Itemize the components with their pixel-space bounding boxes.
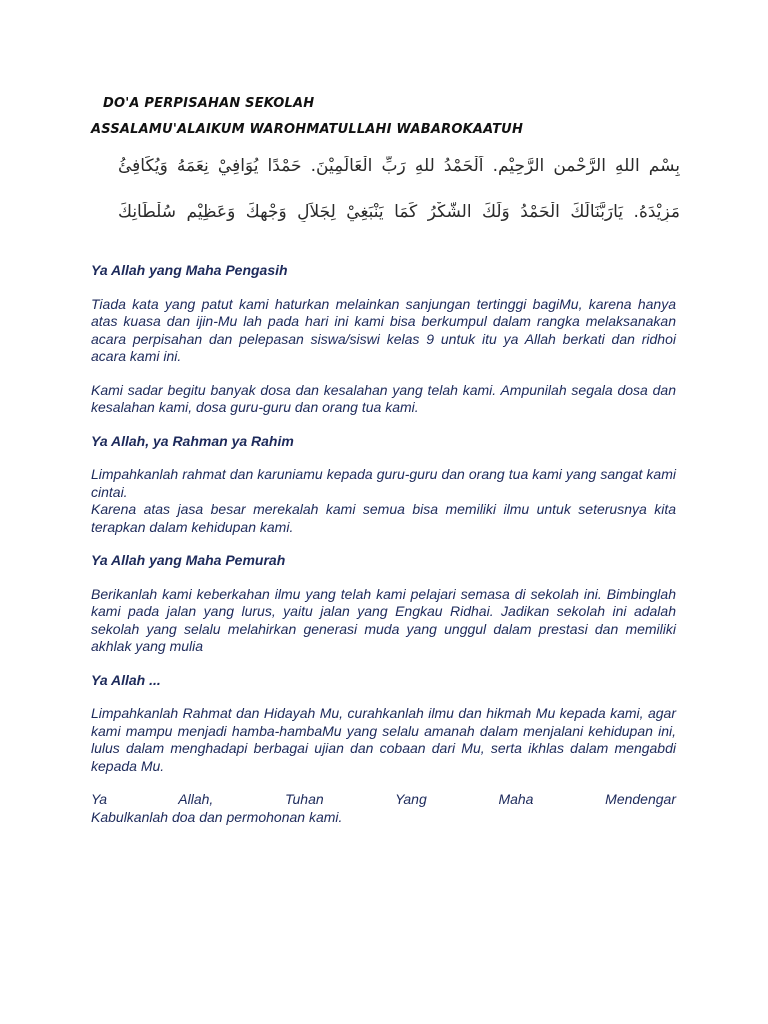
arabic-line-2: مَزِيْدَهُ. يَارَبَّنَالَكَ الْحَمْدُ وَلَكَ الشُّكْرُ كَمَا يَنْبَغِيْ لِجَلاَلِ وَجْهِكَ وَعَظِيْمِ سُلْطَانِكَ — [118, 202, 680, 222]
arabic-prayer-image — [118, 150, 680, 242]
paragraph: Berikanlah kami keberkahan ilmu yang telah kami pelajari semasa di sekolah ini. Bimbinglah kami pada jalan yang lurus, yaitu jalan yang Engkau Ridhai. Jadikan sekolah ini adalah sekolah yang selalu melahirkan generasi muda yang unggul dalam prestasi dan memiliki akhlak yang mulia — [91, 585, 676, 654]
greeting-line: ASSALAMU'ALAIKUM WAROHMATULLAHI WABAROKAATUH — [91, 122, 524, 137]
paragraph: Kami sadar begitu banyak dosa dan kesalahan yang telah kami. Ampunilah segala dosa dan kesalahan kami, dosa guru-guru dan orang tua kami. — [91, 381, 676, 415]
closing-line: Ya Allah, Tuhan Yang Maha Mendengar — [91, 791, 676, 807]
section-heading: Ya Allah yang Maha Pengasih — [91, 262, 288, 278]
document-title: DO'A PERPISAHAN SEKOLAH — [103, 96, 315, 111]
paragraph: Karena atas jasa besar merekalah kami semua bisa memiliki ilmu untuk seterusnya kita terapkan dalam kehidupan kami. — [91, 501, 676, 535]
paragraph: Limpahkanlah Rahmat dan Hidayah Mu, curahkanlah ilmu dan hikmah Mu kepada kami, agar kami mampu menjadi hamba-hambaMu yang selalu amanah dalam menjalani kehidupan ini, lulus dalam menghadapi berbagai ujian dan cobaan dari Mu, serta ikhlas dalam mengabdi kepada Mu. — [91, 705, 676, 774]
section-heading: Ya Allah yang Maha Pemurah — [91, 552, 286, 568]
paragraph: Limpahkanlah rahmat dan karuniamu kepada guru-guru dan orang tua kami yang sangat kami cintai. — [91, 466, 676, 500]
closing-line: Kabulkanlah doa dan permohonan kami. — [91, 808, 343, 825]
arabic-line-1: بِسْمِ اللهِ الرَّحْمنِ الرَّحِيْمِ. اَلْحَمْدُ للهِ رَبِّ الْعَالَمِيْنَ. حَمْدًا يُوَافِيْ نِعَمَهُ وَيُكَافِئُ — [118, 156, 680, 176]
paragraph: Tiada kata yang patut kami haturkan melainkan sanjungan tertinggi bagiMu, karena hanya atas kuasa dan ijin-Mu lah pada hari ini kami bisa berkumpul dalam rangka melaksanakan acara perpisahan dan pelepasan siswa/siswi kelas 9 untuk itu ya Allah berkati dan ridhoi acara kami ini. — [91, 295, 676, 364]
section-heading: Ya Allah ... — [91, 671, 161, 688]
prayer-body — [91, 262, 676, 842]
section-heading: Ya Allah, ya Rahman ya Rahim — [91, 432, 294, 449]
